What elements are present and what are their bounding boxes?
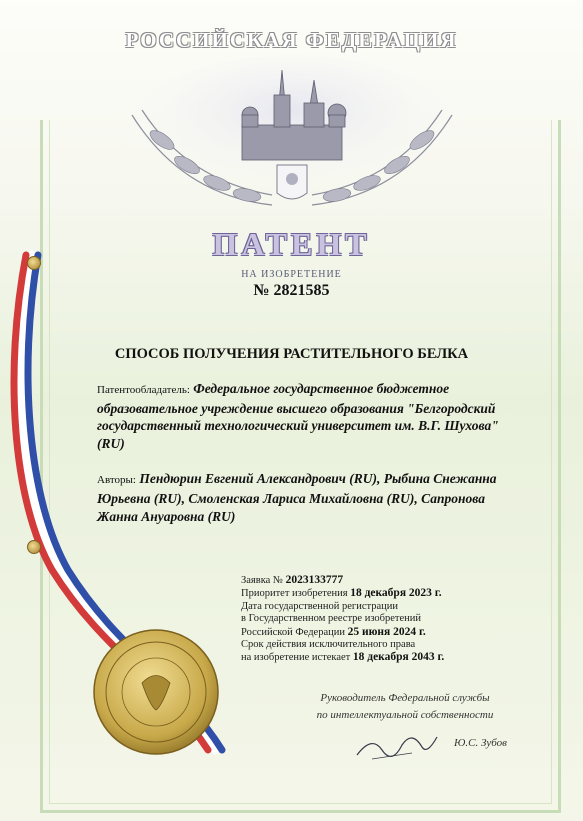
term-date: 18 декабря 2043 г. <box>352 651 445 664</box>
priority-label: Приоритет изобретения <box>241 588 348 600</box>
authors-label: Авторы: <box>97 474 136 486</box>
signature-icon <box>352 725 442 765</box>
holder-value: Федеральное государственное бюджетное образовательное учреждение высшего образования "Белгородский государственный технологический университет им. В.Г. Шухова" (RU) <box>97 381 499 451</box>
application-label: Заявка № <box>241 575 283 586</box>
registration-details <box>241 574 531 665</box>
registration-line <box>241 626 531 639</box>
registration-label-2: в Государственном реестре изобретений <box>241 613 422 625</box>
term-label-2: на изобретение истекает <box>241 652 351 664</box>
grommet-top <box>27 256 41 270</box>
document-type: ПАТЕНТ <box>212 226 371 262</box>
signatory-title-line-1: Руководитель Федеральной службы <box>320 692 490 704</box>
registration-label-3: Российской Федерации <box>241 626 345 638</box>
term-label-1: Срок действия исключительного права <box>241 639 416 651</box>
registration-label-1: Дата государственной регистрации <box>241 600 398 612</box>
official-seal-icon <box>92 628 220 756</box>
kremlin-emblem-icon <box>92 55 492 245</box>
patent-number: № 2821585 <box>253 282 330 299</box>
authors-value: Пендюрин Евгений Александрович (RU), Рыбина Снежанна Юрьевна (RU), Смоленская Лариса Михайловна (RU), Сапронова Жанна Ануаровна (RU) <box>97 471 497 524</box>
application-number: 2023133777 <box>285 574 344 586</box>
document-subtype: НА ИЗОБРЕТЕНИЕ <box>241 269 342 280</box>
signatory-title <box>285 690 525 724</box>
term-line <box>241 651 531 664</box>
signatory-title-line-2: по интеллектуальной собственности <box>316 709 494 721</box>
invention-title: СПОСОБ ПОЛУЧЕНИЯ РАСТИТЕЛЬНОГО БЕЛКА <box>114 346 469 362</box>
signatory-name: Ю.С. Зубов <box>454 737 507 749</box>
application-line <box>241 574 531 587</box>
grommet-bottom <box>27 540 41 554</box>
priority-date: 18 декабря 2023 г. <box>350 587 442 600</box>
registration-date: 25 июня 2024 г. <box>347 625 426 638</box>
country-title: РОССИЙСКАЯ ФЕДЕРАЦИЯ <box>125 28 458 52</box>
coat-of-arms-icon <box>277 165 307 199</box>
holder-label: Патентообладатель: <box>97 384 190 396</box>
priority-line <box>241 587 531 600</box>
